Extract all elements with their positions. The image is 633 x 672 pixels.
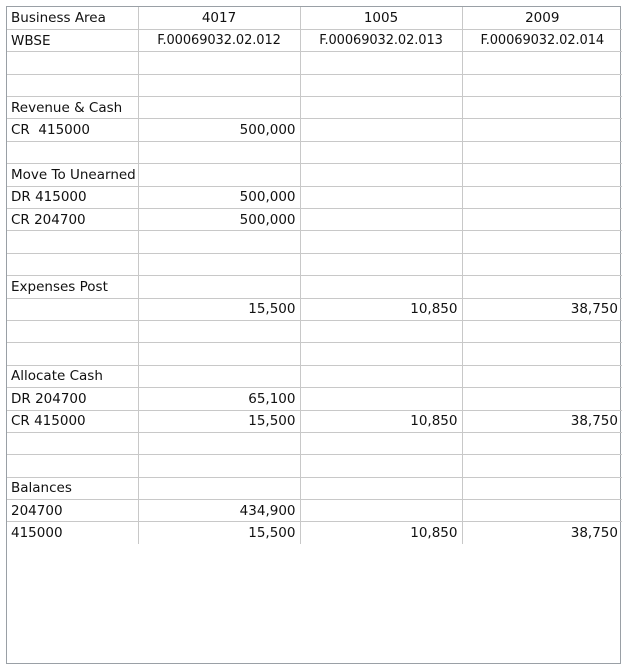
empty-cell[interactable] bbox=[300, 74, 462, 96]
empty-cell[interactable] bbox=[462, 52, 622, 74]
cell-alloc-cr-415000-label[interactable]: CR 415000 bbox=[7, 410, 138, 432]
cell-expenses-1005[interactable]: 10,850 bbox=[300, 298, 462, 320]
section-title-balances[interactable]: Balances bbox=[7, 477, 138, 499]
cell-cr-204700-label[interactable]: CR 204700 bbox=[7, 209, 138, 231]
table-row bbox=[7, 52, 622, 74]
table-row bbox=[7, 97, 622, 119]
empty-cell[interactable] bbox=[7, 320, 138, 342]
table-row bbox=[7, 343, 622, 365]
cell-wbse-1[interactable]: F.00069032.02.012 bbox=[138, 29, 300, 51]
empty-cell[interactable] bbox=[138, 231, 300, 253]
cell-business-area-label[interactable]: Business Area bbox=[7, 7, 138, 29]
table-row bbox=[7, 410, 622, 432]
empty-cell[interactable] bbox=[300, 209, 462, 231]
table-row bbox=[7, 209, 622, 231]
empty-cell[interactable] bbox=[300, 500, 462, 522]
empty-cell[interactable] bbox=[138, 253, 300, 275]
section-title-move-unearned[interactable]: Move To Unearned bbox=[7, 164, 138, 186]
empty-cell[interactable] bbox=[300, 365, 462, 387]
table-row bbox=[7, 365, 622, 387]
cell-cr-415000-label[interactable]: CR 415000 bbox=[7, 119, 138, 141]
empty-cell[interactable] bbox=[300, 477, 462, 499]
empty-cell[interactable] bbox=[138, 141, 300, 163]
empty-cell[interactable] bbox=[300, 141, 462, 163]
cell-balance-415000-2009[interactable]: 38,750 bbox=[570, 525, 618, 542]
table-row bbox=[7, 298, 622, 320]
cell-alloc-cr-2009[interactable]: 38,750 bbox=[462, 410, 622, 432]
empty-cell[interactable] bbox=[462, 209, 622, 231]
section-title-allocate-cash[interactable]: Allocate Cash bbox=[7, 365, 138, 387]
table-row bbox=[7, 74, 622, 96]
cell-balance-204700-label[interactable]: 204700 bbox=[7, 500, 138, 522]
table-row bbox=[7, 276, 622, 298]
table-row bbox=[7, 29, 622, 51]
cell-alloc-cr-4017[interactable]: 15,500 bbox=[138, 410, 300, 432]
cell-dr-204700-label[interactable]: DR 204700 bbox=[7, 388, 138, 410]
empty-cell[interactable] bbox=[462, 97, 622, 119]
empty-cell[interactable] bbox=[462, 119, 622, 141]
cell-cr-204700-value[interactable]: 500,000 bbox=[138, 209, 300, 231]
empty-cell[interactable] bbox=[462, 253, 622, 275]
empty-cell[interactable] bbox=[7, 432, 138, 454]
section-title-expenses-post[interactable]: Expenses Post bbox=[7, 276, 138, 298]
empty-cell[interactable] bbox=[462, 141, 622, 163]
empty-cell[interactable] bbox=[300, 52, 462, 74]
empty-cell[interactable] bbox=[300, 119, 462, 141]
table-row bbox=[7, 455, 622, 477]
cell-cr-415000-value[interactable]: 500,000 bbox=[138, 119, 300, 141]
table-row bbox=[7, 7, 622, 29]
empty-cell[interactable] bbox=[300, 343, 462, 365]
table-row bbox=[7, 432, 622, 454]
empty-cell[interactable] bbox=[300, 253, 462, 275]
empty-cell[interactable] bbox=[462, 343, 622, 365]
cell-expenses-2009[interactable]: 38,750 bbox=[462, 298, 622, 320]
empty-cell[interactable] bbox=[462, 164, 622, 186]
table-row bbox=[7, 141, 622, 163]
cell-wbse-3[interactable]: F.00069032.02.014 bbox=[462, 29, 622, 51]
empty-cell[interactable] bbox=[462, 477, 622, 499]
empty-cell[interactable] bbox=[138, 97, 300, 119]
empty-cell[interactable] bbox=[462, 74, 622, 96]
table-row bbox=[7, 522, 622, 544]
empty-cell[interactable] bbox=[462, 320, 622, 342]
empty-cell[interactable] bbox=[300, 186, 462, 208]
empty-cell[interactable] bbox=[138, 164, 300, 186]
cell-dr-204700-value[interactable]: 65,100 bbox=[138, 388, 300, 410]
empty-cell[interactable] bbox=[138, 432, 300, 454]
empty-cell[interactable] bbox=[462, 388, 622, 410]
accounting-table bbox=[7, 7, 622, 544]
empty-cell[interactable] bbox=[300, 432, 462, 454]
cell-balance-204700-value[interactable]: 434,900 bbox=[138, 500, 300, 522]
cell-business-area-1005[interactable]: 1005 bbox=[300, 7, 462, 29]
empty-cell[interactable] bbox=[138, 455, 300, 477]
empty-cell[interactable] bbox=[138, 343, 300, 365]
empty-cell[interactable] bbox=[138, 320, 300, 342]
empty-cell[interactable] bbox=[7, 52, 138, 74]
empty-cell[interactable] bbox=[300, 320, 462, 342]
empty-cell[interactable] bbox=[138, 52, 300, 74]
cell-balance-415000-1005[interactable]: 10,850 bbox=[300, 522, 462, 544]
cell-dr-415000-label[interactable]: DR 415000 bbox=[7, 186, 138, 208]
empty-cell[interactable] bbox=[7, 231, 138, 253]
table-row bbox=[7, 320, 622, 342]
cell-alloc-cr-1005[interactable]: 10,850 bbox=[300, 410, 462, 432]
cell-expenses-4017[interactable]: 15,500 bbox=[138, 298, 300, 320]
empty-cell[interactable] bbox=[7, 74, 138, 96]
table-row bbox=[7, 231, 622, 253]
cell-wbse-2[interactable]: F.00069032.02.013 bbox=[300, 29, 462, 51]
empty-cell[interactable] bbox=[300, 97, 462, 119]
cell-business-area-2009[interactable]: 2009 bbox=[462, 7, 622, 29]
table-row bbox=[7, 253, 622, 275]
table-row bbox=[7, 477, 622, 499]
empty-cell[interactable] bbox=[138, 365, 300, 387]
empty-cell[interactable] bbox=[462, 432, 622, 454]
empty-cell[interactable] bbox=[7, 343, 138, 365]
empty-cell[interactable] bbox=[138, 477, 300, 499]
table-row bbox=[7, 164, 622, 186]
empty-cell[interactable] bbox=[300, 231, 462, 253]
empty-cell[interactable] bbox=[7, 253, 138, 275]
empty-cell[interactable] bbox=[462, 231, 622, 253]
empty-cell[interactable] bbox=[300, 455, 462, 477]
empty-cell[interactable] bbox=[462, 365, 622, 387]
empty-cell[interactable] bbox=[300, 276, 462, 298]
cell-wbse-label[interactable]: WBSE bbox=[7, 29, 138, 51]
cell-dr-415000-value[interactable]: 500,000 bbox=[138, 186, 300, 208]
empty-cell[interactable] bbox=[462, 276, 622, 298]
empty-cell[interactable] bbox=[7, 298, 138, 320]
empty-cell[interactable] bbox=[462, 455, 622, 477]
table-row bbox=[7, 119, 622, 141]
cell-balance-415000-label[interactable]: 415000 bbox=[7, 522, 138, 544]
empty-cell[interactable] bbox=[462, 500, 622, 522]
table-row bbox=[7, 388, 622, 410]
spreadsheet-grid bbox=[6, 6, 621, 664]
table-row bbox=[7, 186, 622, 208]
empty-cell[interactable] bbox=[7, 141, 138, 163]
empty-cell[interactable] bbox=[300, 388, 462, 410]
empty-cell[interactable] bbox=[7, 455, 138, 477]
empty-cell[interactable] bbox=[138, 276, 300, 298]
cell-business-area-4017[interactable]: 4017 bbox=[138, 7, 300, 29]
empty-cell[interactable] bbox=[462, 186, 622, 208]
table-row bbox=[7, 500, 622, 522]
section-title-revenue-cash[interactable]: Revenue & Cash bbox=[7, 97, 138, 119]
cell-balance-415000-4017[interactable]: 15,500 bbox=[138, 522, 300, 544]
empty-cell[interactable] bbox=[300, 164, 462, 186]
empty-cell[interactable] bbox=[138, 74, 300, 96]
